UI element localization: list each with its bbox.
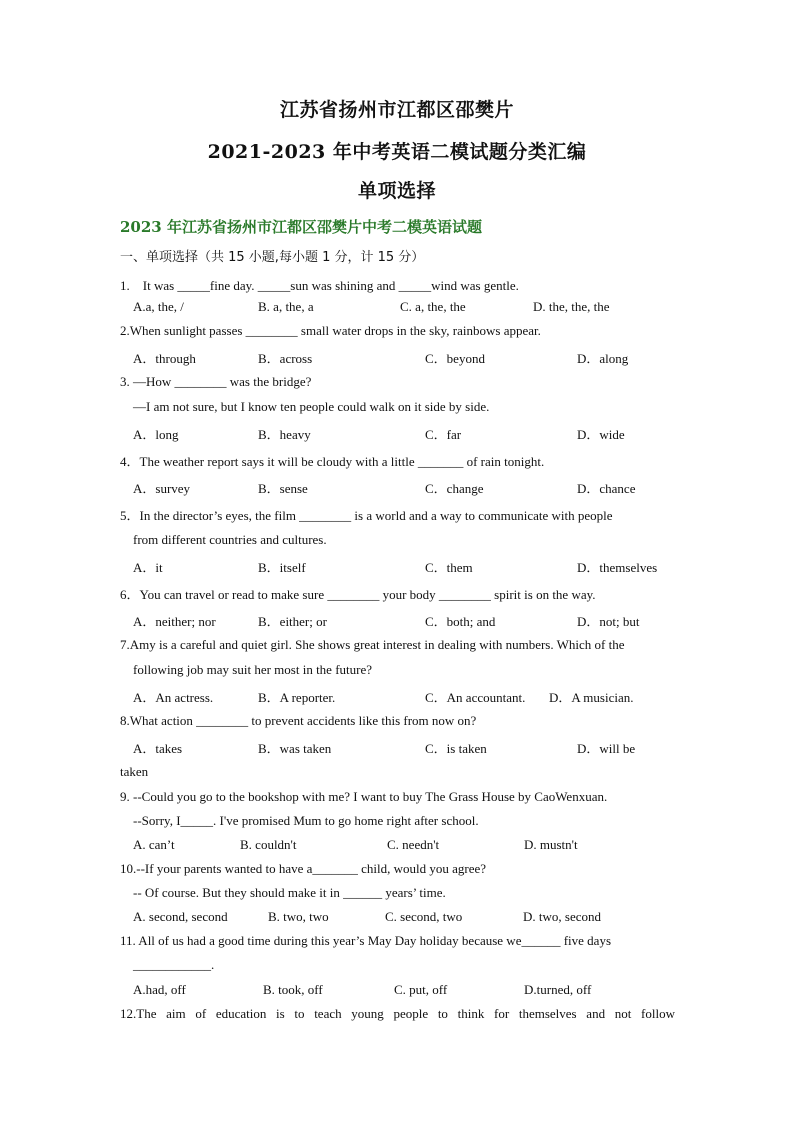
question-6-option-b: B．either; or: [258, 614, 327, 629]
question-11-stem: 11. All of us had a good time during this year’s May Day holiday because we______ five days: [120, 933, 612, 948]
question-9-stem: 9. --Could you go to the bookshop with me? I want to buy The Grass House by CaoWenxuan.: [120, 789, 608, 804]
question-2-option-a: A．through: [133, 351, 196, 366]
question-6-option-a: A．neither; nor: [133, 614, 216, 629]
question-11-stem-continued: ____________.: [133, 957, 215, 972]
section-instruction: 一、单项选择（共 15 小题,每小题 1 分，计 15 分）: [120, 250, 425, 265]
question-11-option-a: A.had, off: [133, 982, 186, 997]
question-8-option-a: A．takes: [133, 741, 183, 756]
question-7-option-d: D．A musician.: [549, 690, 634, 705]
question-5-option-c: C．them: [425, 560, 473, 575]
question-9-option-b: B. couldn't: [240, 837, 297, 852]
question-10-option-b: B. two, two: [268, 909, 329, 924]
question-6-stem: 6．You can travel or read to make sure ________ your body ________ spirit is on the way.: [120, 587, 596, 602]
question-1-option-c: C. a, the, the: [400, 299, 466, 314]
question-7-stem-continued: following job may suit her most in the future?: [133, 662, 373, 677]
question-4-stem: 4．The weather report says it will be cloudy with a little _______ of rain tonight.: [120, 454, 545, 469]
question-2-stem: 2.When sunlight passes ________ small water drops in the sky, rainbows appear.: [120, 323, 541, 338]
question-5-option-b: B．itself: [258, 560, 306, 575]
question-1-option-a: A.a, the, /: [133, 299, 184, 314]
question-12-stem: 12.The aim of education is to teach young people to think for themselves and not follow: [120, 1006, 675, 1021]
title-years: 2021-2023 年中考英语二模试题分类汇编: [207, 141, 587, 163]
question-5-stem: 5．In the director’s eyes, the film ________ is a world and a way to communicate with people: [120, 508, 613, 523]
title-region: 江苏省扬州市江都区邵樊片: [279, 99, 514, 121]
question-3-stem-continued: —I am not sure, but I know ten people could walk on it side by side.: [133, 399, 490, 414]
question-1-option-d: D. the, the, the: [533, 299, 610, 314]
question-10-stem-continued: -- Of course. But they should make it in ______ years’ time.: [133, 885, 446, 900]
question-11-option-d: D.turned, off: [524, 982, 592, 997]
question-6-option-d: D．not; but: [577, 614, 640, 629]
question-10-option-a: A. second, second: [133, 909, 228, 924]
question-7-stem: 7.Amy is a careful and quiet girl. She shows great interest in dealing with numbers. Which of the: [120, 637, 625, 652]
question-3-option-d: D．wide: [577, 427, 625, 442]
question-2-option-b: B．across: [258, 351, 313, 366]
question-2-option-c: C．beyond: [425, 351, 485, 366]
question-11-option-b: B. took, off: [263, 982, 323, 997]
question-4-option-b: B．sense: [258, 481, 308, 496]
question-3-option-b: B．heavy: [258, 427, 311, 442]
question-3-option-a: A．long: [133, 427, 179, 442]
question-8-stem: 8.What action ________ to prevent accidents like this from now on?: [120, 713, 477, 728]
question-4-option-a: A．survey: [133, 481, 191, 496]
question-7-option-c: C．An accountant.: [425, 690, 526, 705]
question-1-stem: 1. It was _____fine day. _____sun was shining and _____wind was gentle.: [120, 278, 519, 293]
question-1-option-b: B. a, the, a: [258, 299, 314, 314]
question-10-stem: 10.--If your parents wanted to have a_______ child, would you agree?: [120, 861, 487, 876]
question-8-option-c: C．is taken: [425, 741, 487, 756]
question-2-option-d: D．along: [577, 351, 629, 366]
title-topic: 单项选择: [357, 180, 436, 202]
question-7-option-b: B．A reporter.: [258, 690, 336, 705]
question-7-option-a: A．An actress.: [133, 690, 214, 705]
question-10-option-c: C. second, two: [385, 909, 463, 924]
question-3-stem: 3. —How ________ was the bridge?: [120, 374, 312, 389]
question-8-option-d: D．will be: [577, 741, 636, 756]
question-9-option-d: D. mustn't: [524, 837, 578, 852]
question-5-option-d: D．themselves: [577, 560, 658, 575]
question-10-option-d: D. two, second: [523, 909, 601, 924]
question-4-option-d: D．chance: [577, 481, 636, 496]
question-4-option-c: C．change: [425, 481, 484, 496]
question-5-stem-continued: from different countries and cultures.: [133, 532, 327, 547]
question-8-option-b: B．was taken: [258, 741, 332, 756]
question-11-option-c: C. put, off: [394, 982, 448, 997]
question-5-option-a: A．it: [133, 560, 163, 575]
question-9-option-c: C. needn't: [387, 837, 440, 852]
question-9-stem-continued: --Sorry, I_____. I've promised Mum to go home right after school.: [133, 813, 479, 828]
question-6-option-c: C．both; and: [425, 614, 496, 629]
section-heading: 2023 年江苏省扬州市江都区邵樊片中考二模英语试题: [120, 218, 482, 236]
question-3-option-c: C．far: [425, 427, 462, 442]
question-8-option-d-wrap: taken: [120, 764, 149, 779]
question-9-option-a: A. can’t: [133, 837, 175, 852]
